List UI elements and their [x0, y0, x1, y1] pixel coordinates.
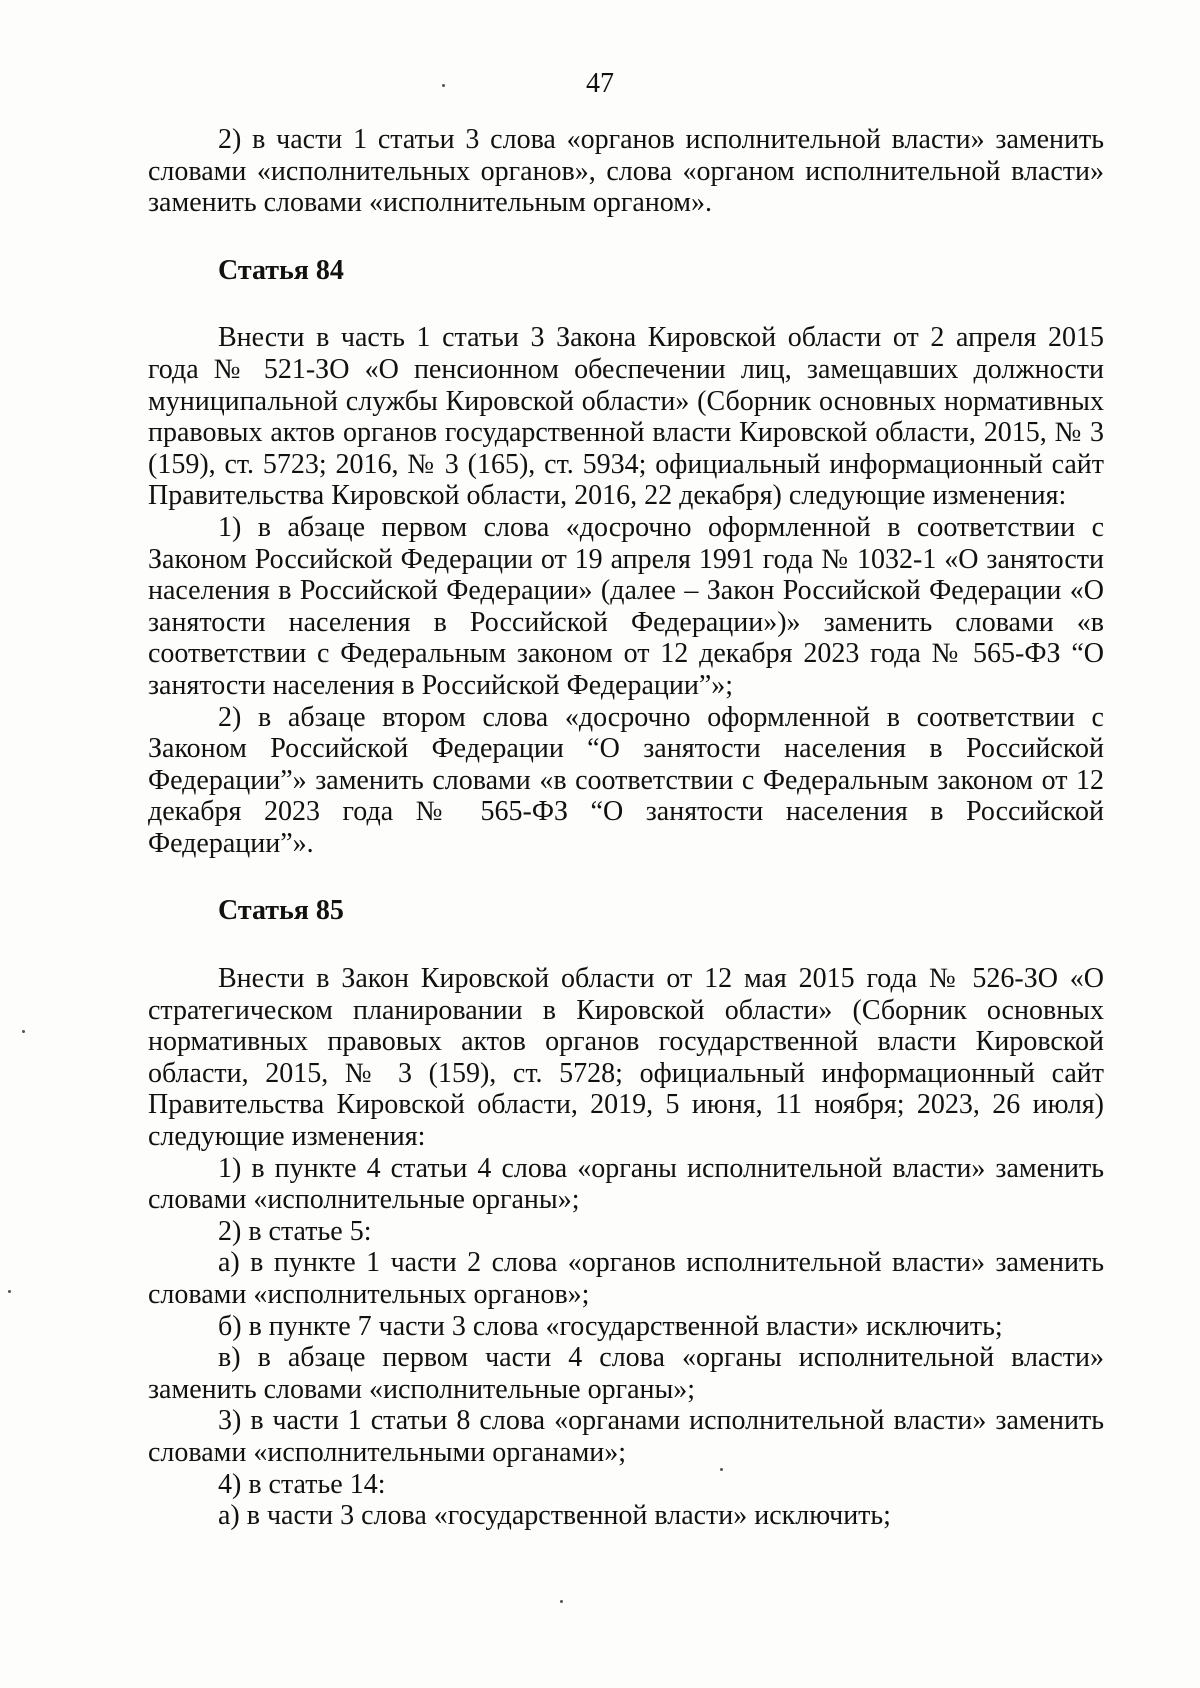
paragraph: 2) в статье 5: — [218, 1215, 372, 1247]
article-85-heading: Статья 85 — [218, 895, 344, 927]
paragraph: 2) в части 1 статьи 3 слова «органов исполнительной власти» заменить словами «исполнительных органов», слова «органом исполнительной власти» заменить словами «исполнительным органом». — [148, 124, 1104, 219]
spacer — [148, 927, 1104, 963]
scan-speck — [720, 1468, 723, 1471]
paragraph: 4) в статье 14: — [218, 1468, 386, 1500]
scan-speck — [8, 1290, 11, 1293]
page-number: 47 — [586, 68, 614, 99]
paragraph: 3) в части 1 статьи 8 слова «органами исполнительной власти» заменить словами «исполнительными органами»; — [148, 1405, 1104, 1468]
article-84-heading: Статья 84 — [218, 254, 344, 286]
paragraph: в) в абзаце первом части 4 слова «органы исполнительной власти» заменить словами «исполнительные органы»; — [148, 1342, 1104, 1405]
spacer — [148, 219, 1104, 255]
paragraph: Внести в часть 1 статьи 3 Закона Кировской области от 2 апреля 2015 года № 521-ЗО «О пенсионном обеспечении лиц, замещавших должности муниципальной службы Кировской области» (Сборник основных нормативных правовых актов органов государственной власти Кировской области, 2015, № 3 (159), ст. 5723; 2016, № 3 (165), ст. 5934; официальный информационный сайт Правительства Кировской области, 2016, 22 декабря) следующие изменения: — [148, 322, 1104, 512]
spacer — [148, 286, 1104, 322]
paragraph: 1) в абзаце первом слова «досрочно оформленной в соответствии с Законом Российской Федерации от 19 апреля 1991 года № 1032-1 «О занятости населения в Российской Федерации» (далее – Закон Российской Федерации «О занятости населения в Российской Федерации»)» заменить словами «в соответствии с Федеральным законом от 12 декабря 2023 года № 565-ФЗ “О занятости населения в Российской Федерации”»; — [148, 511, 1104, 701]
paragraph: 2) в абзаце втором слова «досрочно оформленной в соответствии с Законом Российской Федерации “О занятости населения в Российской Федерации”» заменить словами «в соответствии с Федеральным законом от 12 декабря 2023 года № 565-ФЗ “О занятости населения в Российской Федерации”». — [148, 701, 1104, 859]
document-body — [148, 124, 1104, 1532]
paragraph: а) в части 3 слова «государственной власти» исключить; — [218, 1500, 891, 1532]
paragraph: б) в пункте 7 части 3 слова «государственной власти» исключить; — [218, 1310, 1003, 1342]
paragraph: а) в пункте 1 части 2 слова «органов исполнительной власти» заменить словами «исполнительных органов»; — [148, 1247, 1104, 1310]
scan-speck — [442, 84, 445, 87]
scan-speck — [560, 1600, 563, 1603]
scan-speck — [22, 1030, 25, 1033]
spacer — [148, 859, 1104, 895]
paragraph: 1) в пункте 4 статьи 4 слова «органы исполнительной власти» заменить словами «исполнительные органы»; — [148, 1152, 1104, 1216]
paragraph: Внести в Закон Кировской области от 12 мая 2015 года № 526-ЗО «О стратегическом планировании в Кировской области» (Сборник основных нормативных правовых актов органов государственной власти Кировской области, 2015, № 3 (159), ст. 5728; официальный информационный сайт Правительства Кировской области, 2019, 5 июня, 11 ноября; 2023, 26 июля) следующие изменения: — [148, 963, 1104, 1153]
